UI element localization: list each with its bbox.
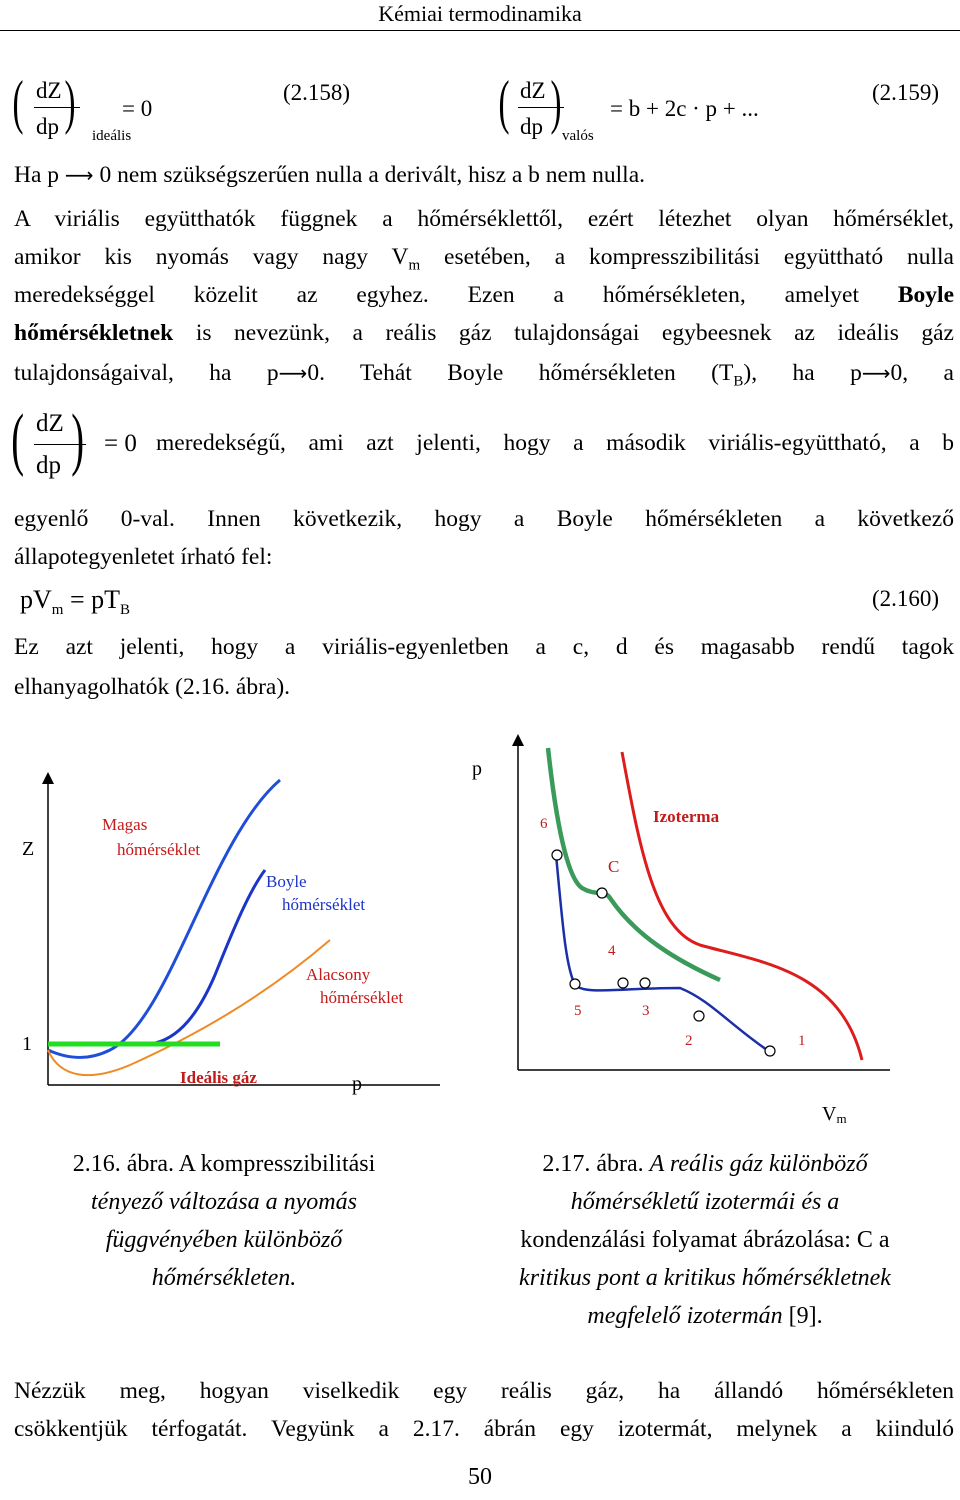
y-tick-1: 1 (22, 1033, 32, 1055)
equation-2-158 (14, 66, 314, 150)
curve-low-temperature (48, 940, 330, 1075)
isotherm-critical (548, 748, 720, 980)
x-axis-label: p (352, 1073, 362, 1095)
left-paren: ( (11, 401, 25, 478)
point-6-marker (552, 850, 562, 860)
figure-2-17 (470, 730, 950, 1130)
paragraph-line (14, 314, 954, 352)
equation-number-2-160: (2.160) (872, 586, 940, 611)
bold-term: Boyle (897, 282, 954, 308)
eq-lhs: pV (20, 585, 52, 614)
caption-line: hőmérsékleten. (151, 1265, 297, 1291)
label-low-2: hőmérséklet (320, 988, 404, 1007)
label-boyle-2: hőmérséklet (282, 895, 366, 914)
subscript: B (120, 602, 131, 619)
equation-2-160 (20, 580, 130, 630)
paragraph-line: Ez azt jelenti, hogy a viriális-egyenletben a c, d és magasabb rendű tagok (14, 634, 954, 660)
subscript: B (733, 373, 744, 390)
right-paren: ) (550, 69, 562, 135)
numerator-dZ: dZ (36, 410, 64, 437)
caption-text: megfelelő izotermán (587, 1303, 783, 1329)
left-paren: ( (498, 69, 510, 135)
label-boyle-1: Boyle (266, 872, 307, 891)
paragraph-line: állapotegyenletet írható fel: (14, 544, 273, 570)
x-label-sub: m (836, 1111, 847, 1126)
paragraph-line: Nézzük meg, hogyan viselkedik egy reális gáz, ha állandó hőmérsékleten (14, 1378, 954, 1404)
text-segment: Ha p (14, 162, 60, 188)
paragraph-line: egyenlő 0-val. Innen következik, hogy a Boyle hőmérsékleten a következő (14, 506, 954, 532)
label-low-1: Alacsony (306, 965, 371, 984)
point-2-marker (694, 1011, 704, 1021)
caption-line: 2.16. ábra. A kompresszibilitási (72, 1151, 376, 1177)
figure-2-17-caption (460, 1145, 950, 1335)
curve-boyle-temperature (150, 870, 265, 1044)
arrow-icon: ⟶ (278, 361, 308, 385)
label-point-5: 5 (574, 1003, 582, 1019)
numerator-dZ: dZ (36, 78, 62, 103)
equation-number-2-158: (2.158) (283, 80, 351, 105)
caption-label: 2.17. ábra. (542, 1151, 650, 1177)
text-segment: ), ha p (743, 360, 862, 386)
text-segment: 0, a (890, 360, 954, 386)
denominator-dp: dp (520, 114, 543, 139)
caption-line: hőmérsékletű izotermái és a (570, 1189, 840, 1215)
sentence-limit (14, 156, 954, 194)
caption-line: tényező változása a nyomás (91, 1189, 357, 1215)
bold-term: hőmérsékletnek (14, 320, 174, 346)
denominator-dp: dp (36, 114, 59, 139)
label-point-4: 4 (608, 943, 616, 959)
caption-line: kondenzálási folyamat ábrázolása: C a (520, 1227, 890, 1253)
x-axis-label (822, 1103, 847, 1126)
rhs: = 0 (104, 430, 137, 457)
rhs: = 0 (122, 96, 153, 121)
point-4b-marker (640, 978, 650, 988)
text-segment: tulajdonságaival, ha p (14, 360, 279, 386)
figure-2-16 (0, 760, 470, 1120)
label-high-1: Magas (102, 815, 148, 834)
text-segment: esetében, a kompresszibilitási együttható nulla (420, 244, 954, 270)
arrow-icon: ⟶ (64, 163, 94, 187)
denominator-dp: dp (36, 452, 61, 479)
y-axis-label: p (472, 758, 482, 780)
paragraph-line: csökkentjük térfogatát. Vegyünk a 2.17. ábrán egy izotermát, melynek a kiinduló (14, 1416, 954, 1442)
right-paren: ) (71, 401, 85, 478)
text-segment: is nevezünk, a reális gáz tulajdonságai egybeesnek az ideális gáz (173, 320, 954, 346)
point-4a-marker (618, 978, 628, 988)
left-paren: ( (12, 69, 24, 135)
paragraph-line (14, 354, 954, 401)
rhs: = b + 2c · p + ... (610, 96, 759, 121)
paragraph-line: meredekségű, ami azt jelenti, hogy a második viriális-együttható, a b (156, 430, 954, 456)
paragraph-line: elhanyagolhatók (2.16. ábra). (14, 674, 291, 700)
page-number: 50 (468, 1464, 492, 1490)
text-segment: 0 nem szükségszerűen nulla a derivált, hisz a b nem nulla. (99, 162, 646, 188)
paragraph-line (14, 276, 954, 314)
running-header: Kémiai termodinamika (0, 0, 960, 31)
caption-line: függvényében különböző (105, 1227, 343, 1253)
label-isotherm: Izoterma (653, 807, 720, 826)
point-1-marker (765, 1046, 775, 1056)
x-label-main: V (822, 1103, 837, 1125)
paragraph-line: A viriális együtthatók függnek a hőmérséklettől, ezért létezhet olyan hőmérséklet, (14, 206, 954, 232)
right-paren: ) (64, 69, 76, 135)
state-points (552, 850, 775, 1056)
caption-line: kritikus pont a kritikus hőmérsékletnek (519, 1265, 891, 1291)
curve-high-temperature (48, 780, 280, 1058)
caption-line (460, 1297, 950, 1335)
caption-text: A reális gáz különböző (649, 1151, 868, 1177)
text-segment: 0. Tehát Boyle hőmérsékleten (T (307, 360, 734, 386)
arrow-icon: ⟶ (861, 361, 891, 385)
label-point-3: 3 (642, 1003, 650, 1019)
subscript-real: valós (562, 128, 594, 144)
label-high-2: hőmérséklet (117, 840, 201, 859)
isotherm-high (622, 752, 862, 1060)
point-C-marker (597, 888, 607, 898)
subscript: m (51, 602, 64, 619)
subscript-ideal: ideális (92, 128, 132, 144)
citation: [9]. (782, 1303, 823, 1329)
equation-number-2-159: (2.159) (872, 80, 940, 105)
label-point-2: 2 (685, 1033, 693, 1049)
label-ideal-gas: Ideális gáz (180, 1068, 257, 1087)
text-segment: meredekséggel közelit az egyhez. Ezen a hőmérsékleten, amelyet (14, 282, 898, 308)
eq-rhs: = pT (63, 585, 120, 614)
point-5-marker (570, 979, 580, 989)
derivative-expression (11, 400, 154, 490)
label-critical-point: C (608, 857, 620, 876)
text-segment: amikor kis nyomás vagy nagy V (14, 244, 409, 270)
y-axis-label: Z (22, 838, 35, 860)
equation-2-159 (500, 66, 830, 150)
subscript: m (408, 257, 421, 274)
figure-2-16-caption (14, 1145, 434, 1297)
label-point-1: 1 (798, 1033, 806, 1049)
numerator-dZ: dZ (520, 78, 546, 103)
label-point-6: 6 (540, 816, 548, 832)
caption-line (460, 1145, 950, 1183)
